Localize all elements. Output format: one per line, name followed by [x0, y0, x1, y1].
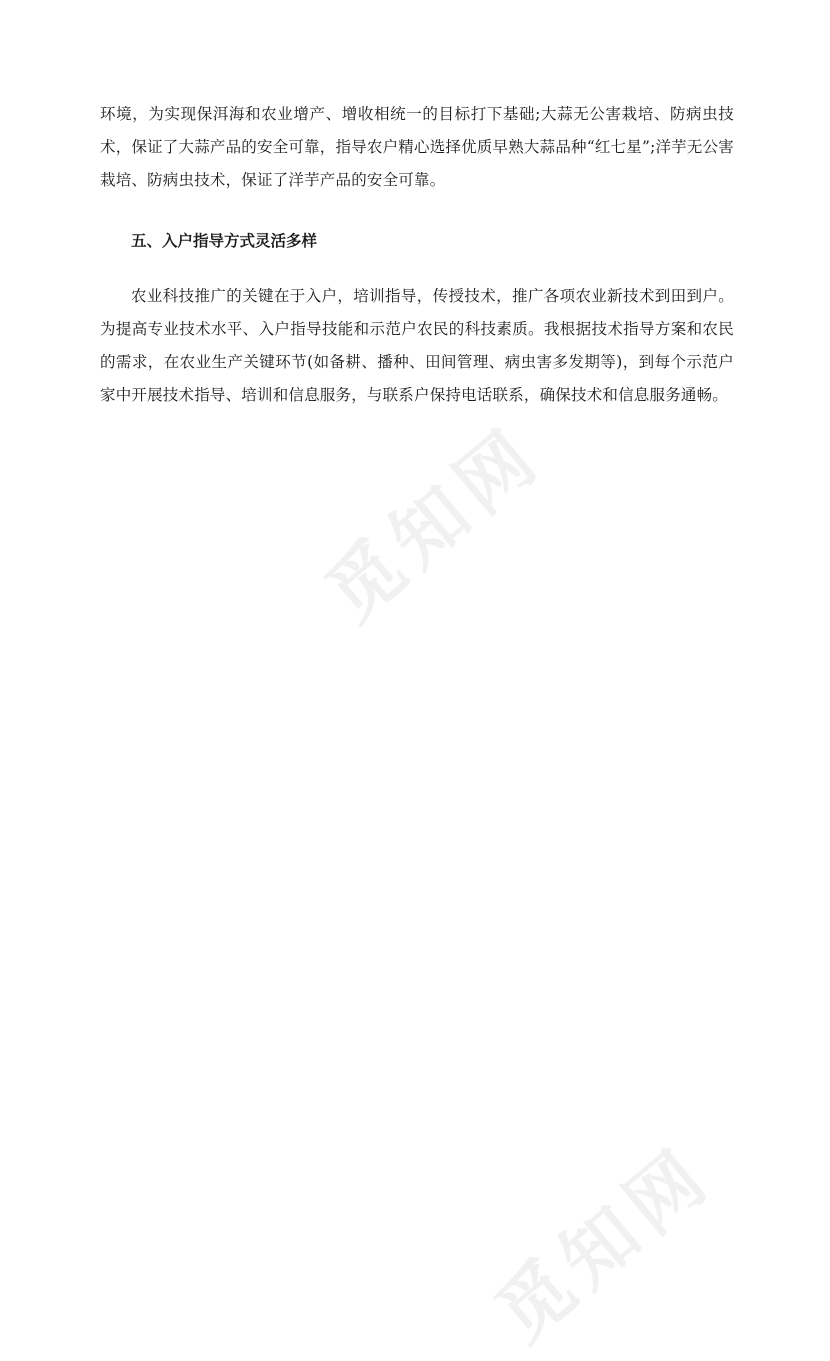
watermark: 觅知网: [480, 1130, 729, 1359]
document-body: [100, 98, 734, 412]
section-heading: 五、入户指导方式灵活多样: [131, 232, 318, 250]
continued-paragraph: 环境，为实现保洱海和农业增产、增收相统一的目标打下基础;大蒜无公害栽培、防病虫技术，保证了大蒜产品的安全可靠，指导农户精心选择优质早熟大蒜品种“红七星”;洋芋无公害栽培、防病虫技术，保证了洋芋产品的安全可靠。: [100, 105, 734, 189]
watermark: 觅知网: [310, 410, 559, 639]
section-body-paragraph: 农业科技推广的关键在于入户，培训指导，传授技术，推广各项农业新技术到田到户。为提高专业技术水平、入户指导技能和示范户农民的科技素质。我根据技术指导方案和农民的需求，在农业生产关键环节(如备耕、播种、田间管理、病虫害多发期等)，到每个示范户家中开展技术指导、培训和信息服务，与联系户保持电话联系，确保技术和信息服务通畅。: [100, 287, 734, 404]
